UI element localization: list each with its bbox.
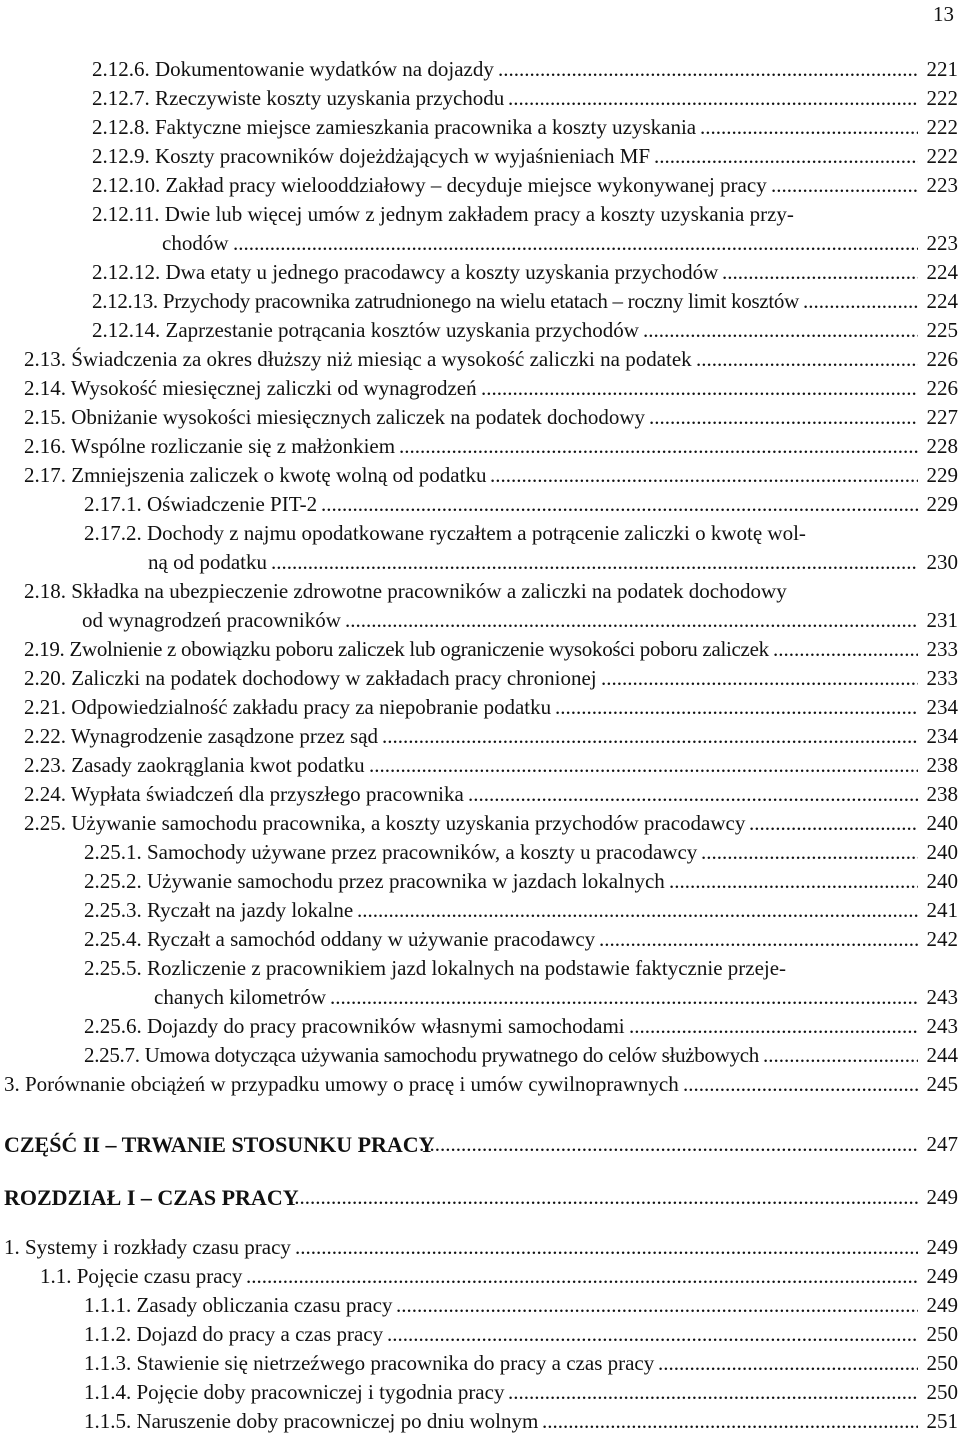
toc-entry-number: 2.14. [24, 376, 71, 400]
toc-entry-number: 2.15. [24, 405, 72, 429]
toc-entry-number: 1.1.5. [84, 1409, 137, 1433]
toc-entry-text [84, 490, 317, 519]
dot-leader [555, 693, 918, 722]
toc-entry-text [40, 1262, 242, 1291]
dot-leader [629, 1012, 918, 1041]
toc-entry-page: 222 [926, 115, 958, 139]
toc-entry-number: 2.20. [24, 666, 72, 690]
toc-entry-text [92, 287, 799, 316]
toc-entry-text [4, 1130, 435, 1159]
toc-entry [0, 925, 960, 954]
toc-entry [0, 1407, 960, 1436]
toc-entry-page: 221 [926, 57, 958, 81]
dot-leader [601, 664, 918, 693]
toc-entry-title: Używanie samochodu przez pracownika w jazdach lokalnych [147, 869, 665, 893]
toc-entry-number: 2.12.7. [92, 86, 155, 110]
dot-leader [382, 722, 918, 751]
toc-entry-title: od wynagrodzeń pracowników [82, 608, 341, 632]
toc-entry [0, 316, 960, 345]
toc-entry-title: Zakład pracy wielooddziałowy – decyduje miejsce wykonywanej pracy [165, 173, 767, 197]
toc-entry [0, 1070, 960, 1099]
toc-entry-page: 226 [926, 376, 958, 400]
toc-entry-page: 226 [926, 347, 958, 371]
toc-entry-number: 2.17.2. [84, 521, 147, 545]
toc-entry-title: Dojazdy do pracy pracowników własnymi samochodami [147, 1014, 625, 1038]
toc-entry [0, 113, 960, 142]
toc-entry-page: 223 [926, 173, 958, 197]
toc-entry-title: Wysokość miesięcznej zaliczki od wynagrodzeń [70, 376, 477, 400]
toc-entry-title: Świadczenia za okres dłuższy niż miesiąc a wysokość zaliczki na podatek [71, 347, 692, 371]
toc-entry-number: 2.25. [24, 811, 72, 835]
dot-leader [803, 287, 918, 316]
toc-entry [0, 577, 960, 606]
toc-entry-page: 229 [926, 492, 958, 516]
toc-entry [0, 1012, 960, 1041]
toc-entry-page: 224 [926, 260, 958, 284]
toc-entry-number: 2.16. [24, 434, 71, 458]
toc-entry-title: Dwa etaty u jednego pracodawcy a koszty uzyskania przychodów [165, 260, 719, 284]
toc-entry-text [92, 258, 718, 287]
dot-leader [643, 316, 918, 345]
toc-heading [0, 1130, 960, 1159]
toc-entry-title: Odpowiedzialność zakładu pracy za niepobranie podatku [71, 695, 552, 719]
toc-entry [0, 1378, 960, 1407]
dot-leader [271, 548, 918, 577]
toc-entry-title: Systemy i rozkłady czasu pracy [25, 1235, 291, 1259]
dot-leader [387, 1320, 918, 1349]
toc-entry [0, 258, 960, 287]
page-number: 13 [933, 2, 954, 26]
toc-entry-text [92, 171, 767, 200]
toc-entry-number: 2.12.8. [92, 115, 155, 139]
toc-entry-title: Ryczałt na jazdy lokalne [147, 898, 354, 922]
toc-entry [0, 722, 960, 751]
toc-entry-title: Pojęcie doby pracowniczej i tygodnia pracy [136, 1380, 505, 1404]
toc-entry-number: 2.17. [24, 463, 72, 487]
toc-entry-text [24, 809, 745, 838]
toc-entry-title: Rzeczywiste koszty uzyskania przychodu [155, 86, 505, 110]
toc-entry [0, 432, 960, 461]
dot-leader [654, 142, 918, 171]
toc-entry-number: 2.12.14. [92, 318, 166, 342]
toc-entry-number: 3. [4, 1072, 25, 1096]
toc-entry-number: 2.22. [24, 724, 71, 748]
toc-entry-text [24, 780, 464, 809]
toc-entry-title: Zasady obliczania czasu pracy [136, 1293, 393, 1317]
toc-entry [0, 954, 960, 983]
toc-entry-text [24, 635, 769, 664]
toc-entry [0, 403, 960, 432]
toc-entry-number: 1.1.2. [84, 1322, 137, 1346]
toc-entry [0, 664, 960, 693]
toc-entry-text [84, 1407, 538, 1436]
toc-entry-page: 249 [926, 1185, 958, 1209]
toc-entry-page: 245 [926, 1072, 958, 1096]
toc-entry-title: ROZDZIAŁ I – CZAS PRACY [4, 1185, 299, 1210]
dot-leader [289, 1183, 918, 1212]
toc-entry-text [24, 664, 597, 693]
toc-entry-number: 2.19. [24, 637, 70, 661]
dot-leader [490, 461, 918, 490]
toc-entry [0, 548, 960, 577]
toc-entry-title: ną od podatku [148, 550, 267, 574]
dot-leader [396, 1291, 918, 1320]
toc-entry-title: Zwolnienie z obowiązku poboru zaliczek lub ograniczenie wysokości poboru zaliczek [69, 637, 769, 661]
toc-entry-number: 2.12.9. [92, 144, 155, 168]
toc-entry-number: 2.25.4. [84, 927, 147, 951]
toc-entry-text [92, 55, 494, 84]
toc-entry-text [24, 374, 477, 403]
toc-entry-text [4, 1070, 679, 1099]
toc-entry-title: Zasady zaokrąglania kwot podatku [71, 753, 365, 777]
toc-entry [0, 1291, 960, 1320]
dot-leader [330, 983, 918, 1012]
toc-entry-page: 243 [926, 985, 958, 1009]
dot-leader [763, 1041, 918, 1070]
dot-leader [649, 403, 918, 432]
toc-entry-number: 2.23. [24, 753, 72, 777]
toc-entry-page: 229 [926, 463, 958, 487]
toc-entry-page: 233 [926, 637, 958, 661]
toc-entry-text [24, 403, 645, 432]
toc-entry [0, 693, 960, 722]
toc-entry [0, 55, 960, 84]
toc-entry-text [84, 954, 786, 983]
toc-entry-number: 2.12.11. [92, 202, 165, 226]
dot-leader [357, 896, 918, 925]
toc-entry-number: 2.25.7. [84, 1043, 145, 1067]
toc-entry-title: Stawienie się nietrzeźwego pracownika do pracy a czas pracy [136, 1351, 655, 1375]
toc-entry-page: 230 [926, 550, 958, 574]
toc-entry-number: 2.25.2. [84, 869, 147, 893]
toc-entry-number: 2.21. [24, 695, 72, 719]
toc-entry-text [24, 577, 787, 606]
toc-entry-page: 233 [926, 666, 958, 690]
toc-entry-title: Porównanie obciążeń w przypadku umowy o pracę i umów cywilnoprawnych [25, 1072, 679, 1096]
toc-entry-text [92, 142, 650, 171]
toc-entry-text [84, 867, 665, 896]
toc-entry-page: 251 [926, 1409, 958, 1433]
toc-entry-text [84, 1378, 504, 1407]
dot-leader [508, 84, 918, 113]
dot-leader [749, 809, 918, 838]
toc-entry-title: Używanie samochodu pracownika, a koszty uzyskania przychodów pracodawcy [71, 811, 746, 835]
toc-entry [0, 84, 960, 113]
toc-entry-page: 222 [926, 144, 958, 168]
toc-entry-text [84, 519, 806, 548]
toc-entry-page: 240 [926, 811, 958, 835]
toc-entry-title: Ryczałt a samochód oddany w używanie pracodawcy [147, 927, 596, 951]
toc-entry-title: Samochody używane przez pracowników, a koszty u pracodawcy [147, 840, 698, 864]
dot-leader [701, 838, 918, 867]
toc-entry-text [148, 548, 267, 577]
toc-entry [0, 1262, 960, 1291]
toc-entry-number: 1.1.3. [84, 1351, 137, 1375]
toc-entry-text [84, 896, 353, 925]
toc-entry-text [84, 1041, 759, 1070]
toc-entry-number: 1. [4, 1235, 25, 1259]
toc-entry [0, 1233, 960, 1262]
toc-entry-text [24, 432, 395, 461]
toc-entry-title: Pojęcie czasu pracy [76, 1264, 243, 1288]
toc-entry [0, 374, 960, 403]
dot-leader [481, 374, 918, 403]
toc-entry [0, 838, 960, 867]
dot-leader [399, 432, 918, 461]
toc-entry-number: 2.25.3. [84, 898, 147, 922]
toc-entry-page: 250 [926, 1351, 958, 1375]
toc-entry-text [154, 983, 326, 1012]
toc-entry [0, 229, 960, 258]
toc-entry-title: Naruszenie doby pracowniczej po dniu wolnym [136, 1409, 539, 1433]
toc-entry-title: Dokumentowanie wydatków na dojazdy [155, 57, 494, 81]
toc-entry-title: Obniżanie wysokości miesięcznych zaliczek na podatek dochodowy [71, 405, 646, 429]
toc-entry-page: 250 [926, 1322, 958, 1346]
toc-entry-title: Wypłata świadczeń dla przyszłego pracownika [70, 782, 464, 806]
toc-entry-text [92, 113, 696, 142]
dot-leader [722, 258, 918, 287]
toc-entry-text [4, 1233, 291, 1262]
toc-entry-title: Rozliczenie z pracownikiem jazd lokalnych na podstawie faktycznie przeje- [147, 956, 787, 980]
toc-entry-number: 2.18. [24, 579, 72, 603]
toc-entry-number: 2.25.5. [84, 956, 147, 980]
toc-entry-page: 223 [926, 231, 958, 255]
dot-leader [700, 113, 918, 142]
toc-entry-page: 238 [926, 782, 958, 806]
toc-entry-page: 238 [926, 753, 958, 777]
toc-entry [0, 1041, 960, 1070]
toc-entry-page: 234 [926, 695, 958, 719]
dot-leader [658, 1349, 918, 1378]
toc-entry-page: 240 [926, 840, 958, 864]
toc-entry-text [84, 1012, 625, 1041]
dot-leader [696, 345, 918, 374]
toc-entry-text [84, 838, 697, 867]
toc-entry-number: 2.13. [24, 347, 72, 371]
toc-entry [0, 287, 960, 316]
toc-entry [0, 461, 960, 490]
toc-entry-page: 234 [926, 724, 958, 748]
toc-entry [0, 171, 960, 200]
toc-entry-text [84, 1349, 654, 1378]
toc-entry-title: Umowa dotycząca używania samochodu prywatnego do celów służbowych [144, 1043, 759, 1067]
toc-entry [0, 896, 960, 925]
toc-entry-page: 249 [926, 1264, 958, 1288]
toc-entry-number: 2.17.1. [84, 492, 147, 516]
toc-entry-text [92, 84, 504, 113]
toc-entry-number: 2.12.10. [92, 173, 166, 197]
toc-entry-title: Przychody pracownika zatrudnionego na wielu etatach – roczny limit kosztów [162, 289, 799, 313]
toc-entry-page: 249 [926, 1235, 958, 1259]
toc-entry-title: Wynagrodzenie zasądzone przez sąd [70, 724, 379, 748]
toc-entry [0, 867, 960, 896]
toc-entry-number: 2.25.1. [84, 840, 147, 864]
toc-entry-text [24, 722, 378, 751]
toc-entry-title: Dojazd do pracy a czas pracy [136, 1322, 384, 1346]
toc-entry-page: 228 [926, 434, 958, 458]
toc-entry-title: Dwie lub więcej umów z jednym zakładem pracy a koszty uzyskania przy- [164, 202, 794, 226]
toc-entry-page: 225 [926, 318, 958, 342]
dot-leader [321, 490, 918, 519]
dot-leader [295, 1233, 918, 1262]
toc-entry-title: Zmniejszenia zaliczek o kwotę wolną od podatku [71, 463, 487, 487]
dot-leader [542, 1407, 918, 1436]
toc-entry-title: chanych kilometrów [154, 985, 327, 1009]
toc-entry [0, 635, 960, 664]
toc-entry-number: 2.25.6. [84, 1014, 147, 1038]
toc-entry-text [84, 1320, 383, 1349]
toc-entry-title: Zaliczki na podatek dochodowy w zakładach pracy chronionej [71, 666, 597, 690]
dot-leader [369, 751, 918, 780]
toc-entry-number: 1.1.1. [84, 1293, 137, 1317]
dot-leader [468, 780, 918, 809]
toc-entry-title: Zaprzestanie potrącania kosztów uzyskania przychodów [165, 318, 639, 342]
toc-entry-page: 250 [926, 1380, 958, 1404]
toc-heading [0, 1183, 960, 1212]
toc-entry [0, 345, 960, 374]
dot-leader [419, 1130, 918, 1159]
toc-entry-page: 241 [926, 898, 958, 922]
toc-entry [0, 983, 960, 1012]
dot-leader [599, 925, 918, 954]
dot-leader [669, 867, 918, 896]
toc-entry [0, 809, 960, 838]
toc-entry-text [92, 200, 794, 229]
toc-entry-text [4, 1183, 299, 1212]
toc-entry-text [24, 693, 551, 722]
toc-entry-page: 231 [926, 608, 958, 632]
dot-leader [508, 1378, 918, 1407]
toc-entry [0, 490, 960, 519]
toc-entry-page: 249 [926, 1293, 958, 1317]
toc-entry-text [92, 316, 639, 345]
toc-entry-number: 2.12.13. [92, 289, 163, 313]
dot-leader [498, 55, 918, 84]
toc-entry [0, 142, 960, 171]
toc-entry-text [24, 751, 365, 780]
toc-entry-page: 247 [926, 1132, 958, 1156]
dot-leader [773, 635, 918, 664]
dot-leader [233, 229, 918, 258]
toc-entry [0, 1349, 960, 1378]
toc-entry-page: 243 [926, 1014, 958, 1038]
toc-entry-title: Faktyczne miejsce zamieszkania pracownika a koszty uzyskania [155, 115, 697, 139]
toc-entry-title: Koszty pracowników dojeżdżających w wyjaśnieniach MF [155, 144, 651, 168]
toc-entry-page: 240 [926, 869, 958, 893]
toc-entry-title: Dochody z najmu opodatkowane ryczałtem a potrącenie zaliczki o kwotę wol- [147, 521, 806, 545]
toc-entry-text [84, 1291, 392, 1320]
toc-entry-text [82, 606, 341, 635]
toc-entry-text [84, 925, 595, 954]
toc-entry-page: 224 [926, 289, 958, 313]
dot-leader [345, 606, 918, 635]
toc-entry-number: 2.24. [24, 782, 71, 806]
toc-entry-page: 244 [926, 1043, 958, 1067]
toc-entry-title: CZĘŚĆ II – TRWANIE STOSUNKU PRACY [4, 1132, 435, 1157]
toc-entry-title: Wspólne rozliczanie się z małżonkiem [70, 434, 396, 458]
toc-entry-number: 2.12.12. [92, 260, 166, 284]
toc-entry [0, 606, 960, 635]
toc-entry [0, 200, 960, 229]
dot-leader [683, 1070, 918, 1099]
toc-entry-number: 1.1.4. [84, 1380, 137, 1404]
toc-entry-number: 2.12.6. [92, 57, 155, 81]
toc-entry [0, 519, 960, 548]
toc-entry-text [162, 229, 229, 258]
toc-entry [0, 1320, 960, 1349]
toc-entry-page: 227 [926, 405, 958, 429]
toc-entry [0, 780, 960, 809]
toc-entry-title: chodów [162, 231, 229, 255]
toc-entry-number: 1.1. [40, 1264, 77, 1288]
toc-entry-page: 242 [926, 927, 958, 951]
toc-entry-page: 222 [926, 86, 958, 110]
toc-entry-text [24, 461, 486, 490]
toc-entry-title: Składka na ubezpieczenie zdrowotne pracowników a zaliczki na podatek dochodowy [71, 579, 787, 603]
toc-entry-text [24, 345, 692, 374]
dot-leader [246, 1262, 918, 1291]
dot-leader [771, 171, 918, 200]
toc-entry [0, 751, 960, 780]
toc-entry-title: Oświadczenie PIT-2 [147, 492, 318, 516]
